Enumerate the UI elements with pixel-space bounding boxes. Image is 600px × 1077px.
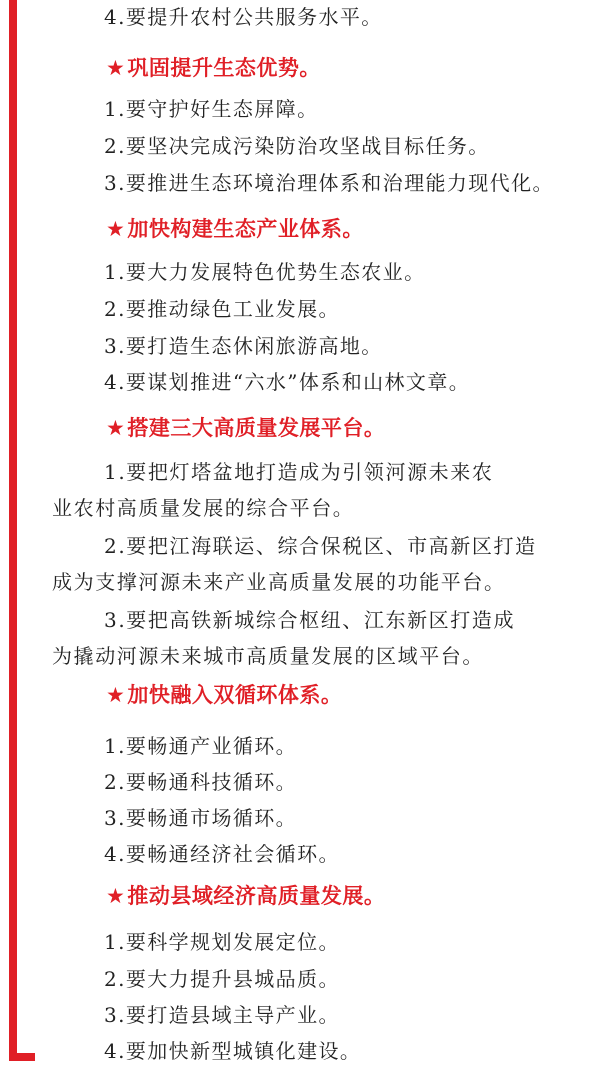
section-heading (106, 881, 385, 911)
list-item: 2.要大力提升县城品质。 (104, 967, 340, 991)
list-item: 4.要加快新型城镇化建设。 (104, 1039, 362, 1063)
paragraph-line: 为撬动河源未来城市高质量发展的区域平台。 (52, 644, 484, 668)
section-heading-text: 推动县域经济高质量发展。 (127, 884, 386, 908)
left-red-rail-foot (9, 1053, 35, 1061)
list-item: 3.要打造生态休闲旅游高地。 (104, 334, 383, 358)
section-heading-text: 加快构建生态产业体系。 (127, 217, 364, 241)
section-heading-text: 巩固提升生态优势。 (127, 56, 321, 80)
list-item: 4.要谋划推进“六水”体系和山林文章。 (104, 370, 471, 394)
list-item: 2.要坚决完成污染防治攻坚战目标任务。 (104, 134, 490, 158)
star-icon: ★ (106, 884, 126, 908)
list-item: 3.要畅通市场循环。 (104, 806, 298, 830)
list-item: 2.要畅通科技循环。 (104, 770, 298, 794)
list-item: 3.要推进生态环境治理体系和治理能力现代化。 (104, 171, 554, 195)
section-heading-text: 加快融入双循环体系。 (127, 683, 343, 707)
section-heading (106, 214, 364, 244)
paragraph-line: 业农村高质量发展的综合平台。 (52, 496, 355, 520)
list-item: 4.要提升农村公共服务水平。 (104, 5, 383, 29)
star-icon: ★ (106, 217, 126, 241)
list-item: 1.要畅通产业循环。 (104, 734, 298, 758)
star-icon: ★ (106, 683, 126, 707)
section-heading (106, 680, 342, 710)
paragraph-line: 2.要把江海联运、综合保税区、市高新区打造 (104, 534, 537, 558)
paragraph-line: 成为支撑河源未来产业高质量发展的功能平台。 (52, 570, 506, 594)
list-item: 1.要大力发展特色优势生态农业。 (104, 260, 426, 284)
list-item: 4.要畅通经济社会循环。 (104, 842, 340, 866)
section-heading (106, 413, 385, 443)
list-item: 1.要守护好生态屏障。 (104, 97, 319, 121)
section-heading (106, 53, 321, 83)
section-heading-text: 搭建三大高质量发展平台。 (127, 416, 386, 440)
star-icon: ★ (106, 56, 126, 80)
list-item: 1.要科学规划发展定位。 (104, 930, 340, 954)
paragraph-line: 3.要把高铁新城综合枢纽、江东新区打造成 (104, 608, 516, 632)
star-icon: ★ (106, 416, 126, 440)
list-item: 2.要推动绿色工业发展。 (104, 297, 340, 321)
paragraph-line: 1.要把灯塔盆地打造成为引领河源未来农 (104, 460, 494, 484)
left-red-rail (9, 0, 17, 1061)
list-item: 3.要打造县域主导产业。 (104, 1003, 340, 1027)
